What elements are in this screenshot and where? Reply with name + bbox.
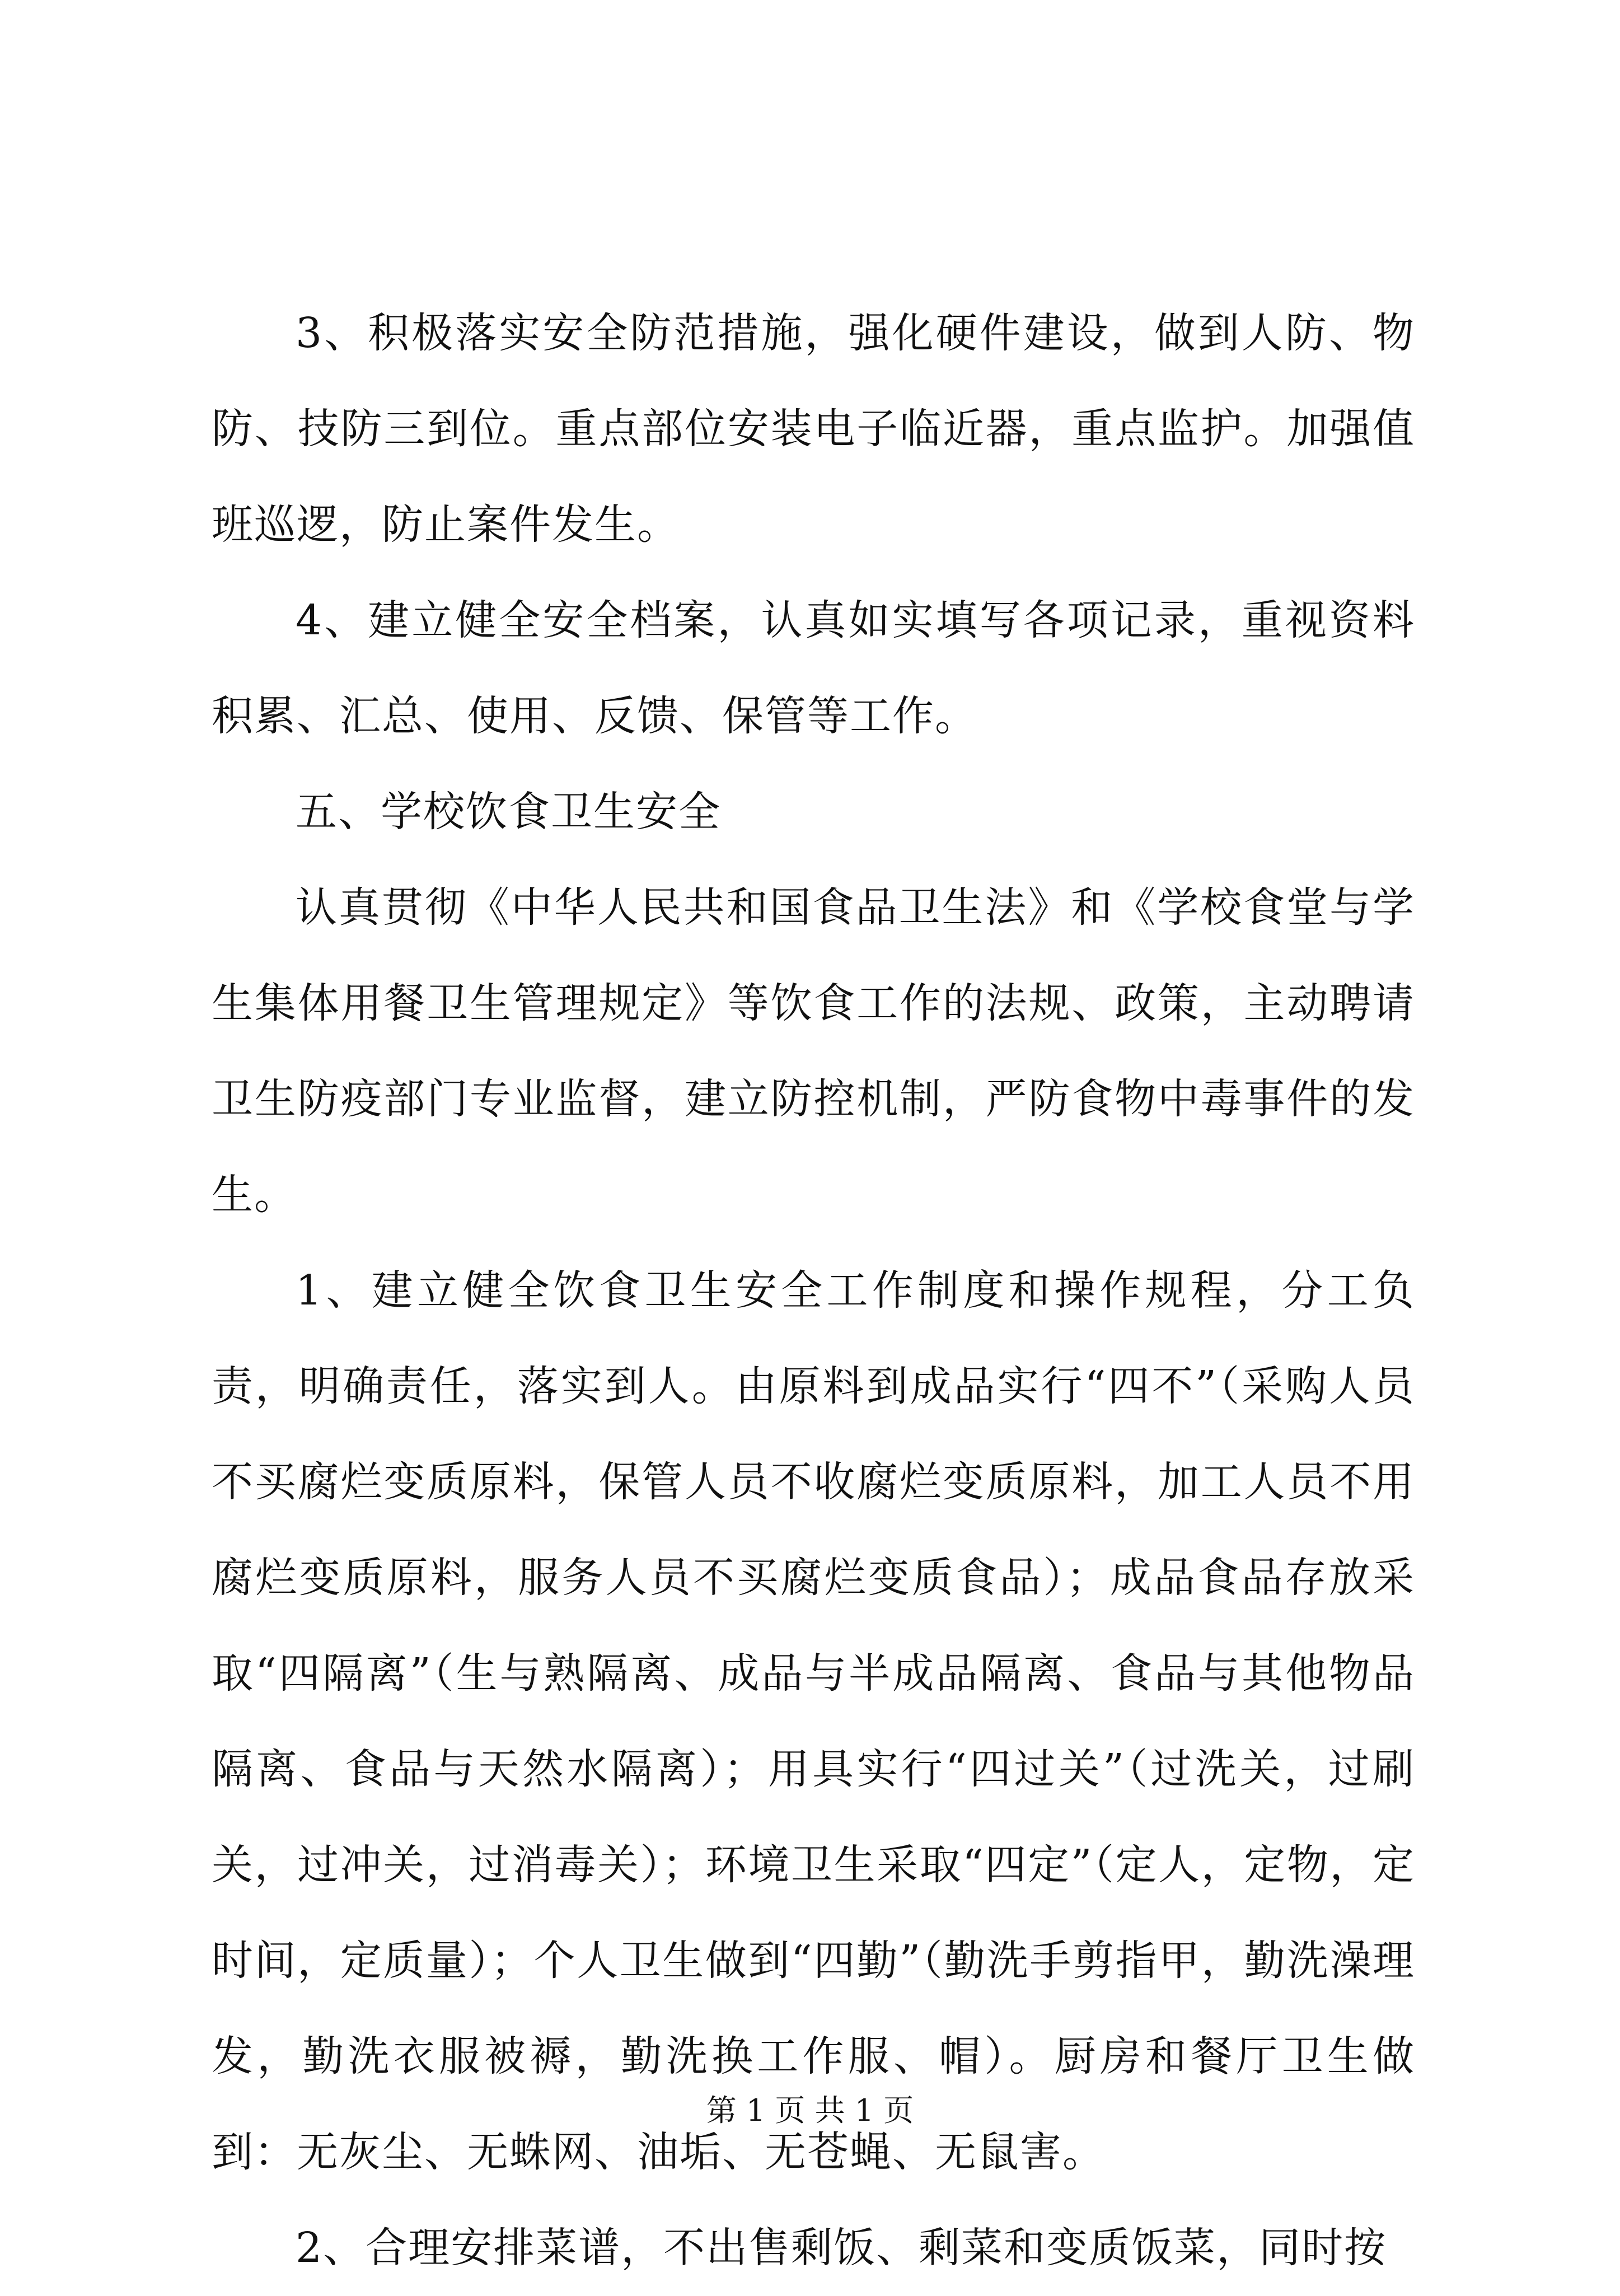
document-body <box>212 286 1415 2296</box>
paragraph-safety-archives: 4、建立健全安全档案，认真如实填写各项记录，重视资料积累、汇总、使用、反馈、保管等工作。 <box>212 596 1415 740</box>
paragraph-food-law: 认真贯彻《中华人民共和国食品卫生法》和《学校食堂与学生集体用餐卫生管理规定》等饮食工作的法规、政策，主动聘请卫生防疫部门专业监督，建立防控机制，严防食物中毒事件的发生。 <box>212 883 1415 1219</box>
paragraph-menu-arrangement: 2、合理安排菜谱，不出售剩饭、剩菜和变质饭菜，同时按 <box>296 2224 1387 2272</box>
paragraph-food-rules: 1、建立健全饮食卫生安全工作制度和操作规程，分工负责，明确责任，落实到人。由原料到成品实行“四不”（采购人员不买腐烂变质原料，保管人员不收腐烂变质原料，加工人员不用腐烂变质原料，服务人员不买腐烂变质食品）；成品食品存放采取“四隔离”（生与熟隔离、成品与半成品隔离、食品与其他物品隔离、食品与天然水隔离）；用具实行“四过关”（过洗关，过刷关，过冲关，过消毒关）；环境卫生采取“四定”（定人，定物，定时间，定质量）；个人卫生做到“四勤”（勤洗手剪指甲，勤洗澡理发，勤洗衣服被褥，勤洗换工作服、帽）。厨房和餐厅卫生做到：无灰尘、无蛛网、油垢、无苍蝇、无鼠害。 <box>212 1266 1415 2176</box>
section-heading-food-safety: 五、学校饮食卫生安全 <box>296 788 721 836</box>
paragraph-security-measures: 3、积极落实安全防范措施，强化硬件建设，做到人防、物防、技防三到位。重点部位安装电子临近器，重点监护。加强值班巡逻，防止案件发生。 <box>212 309 1415 549</box>
page-number-footer: 第 1 页 共 1 页 <box>706 2093 914 2128</box>
